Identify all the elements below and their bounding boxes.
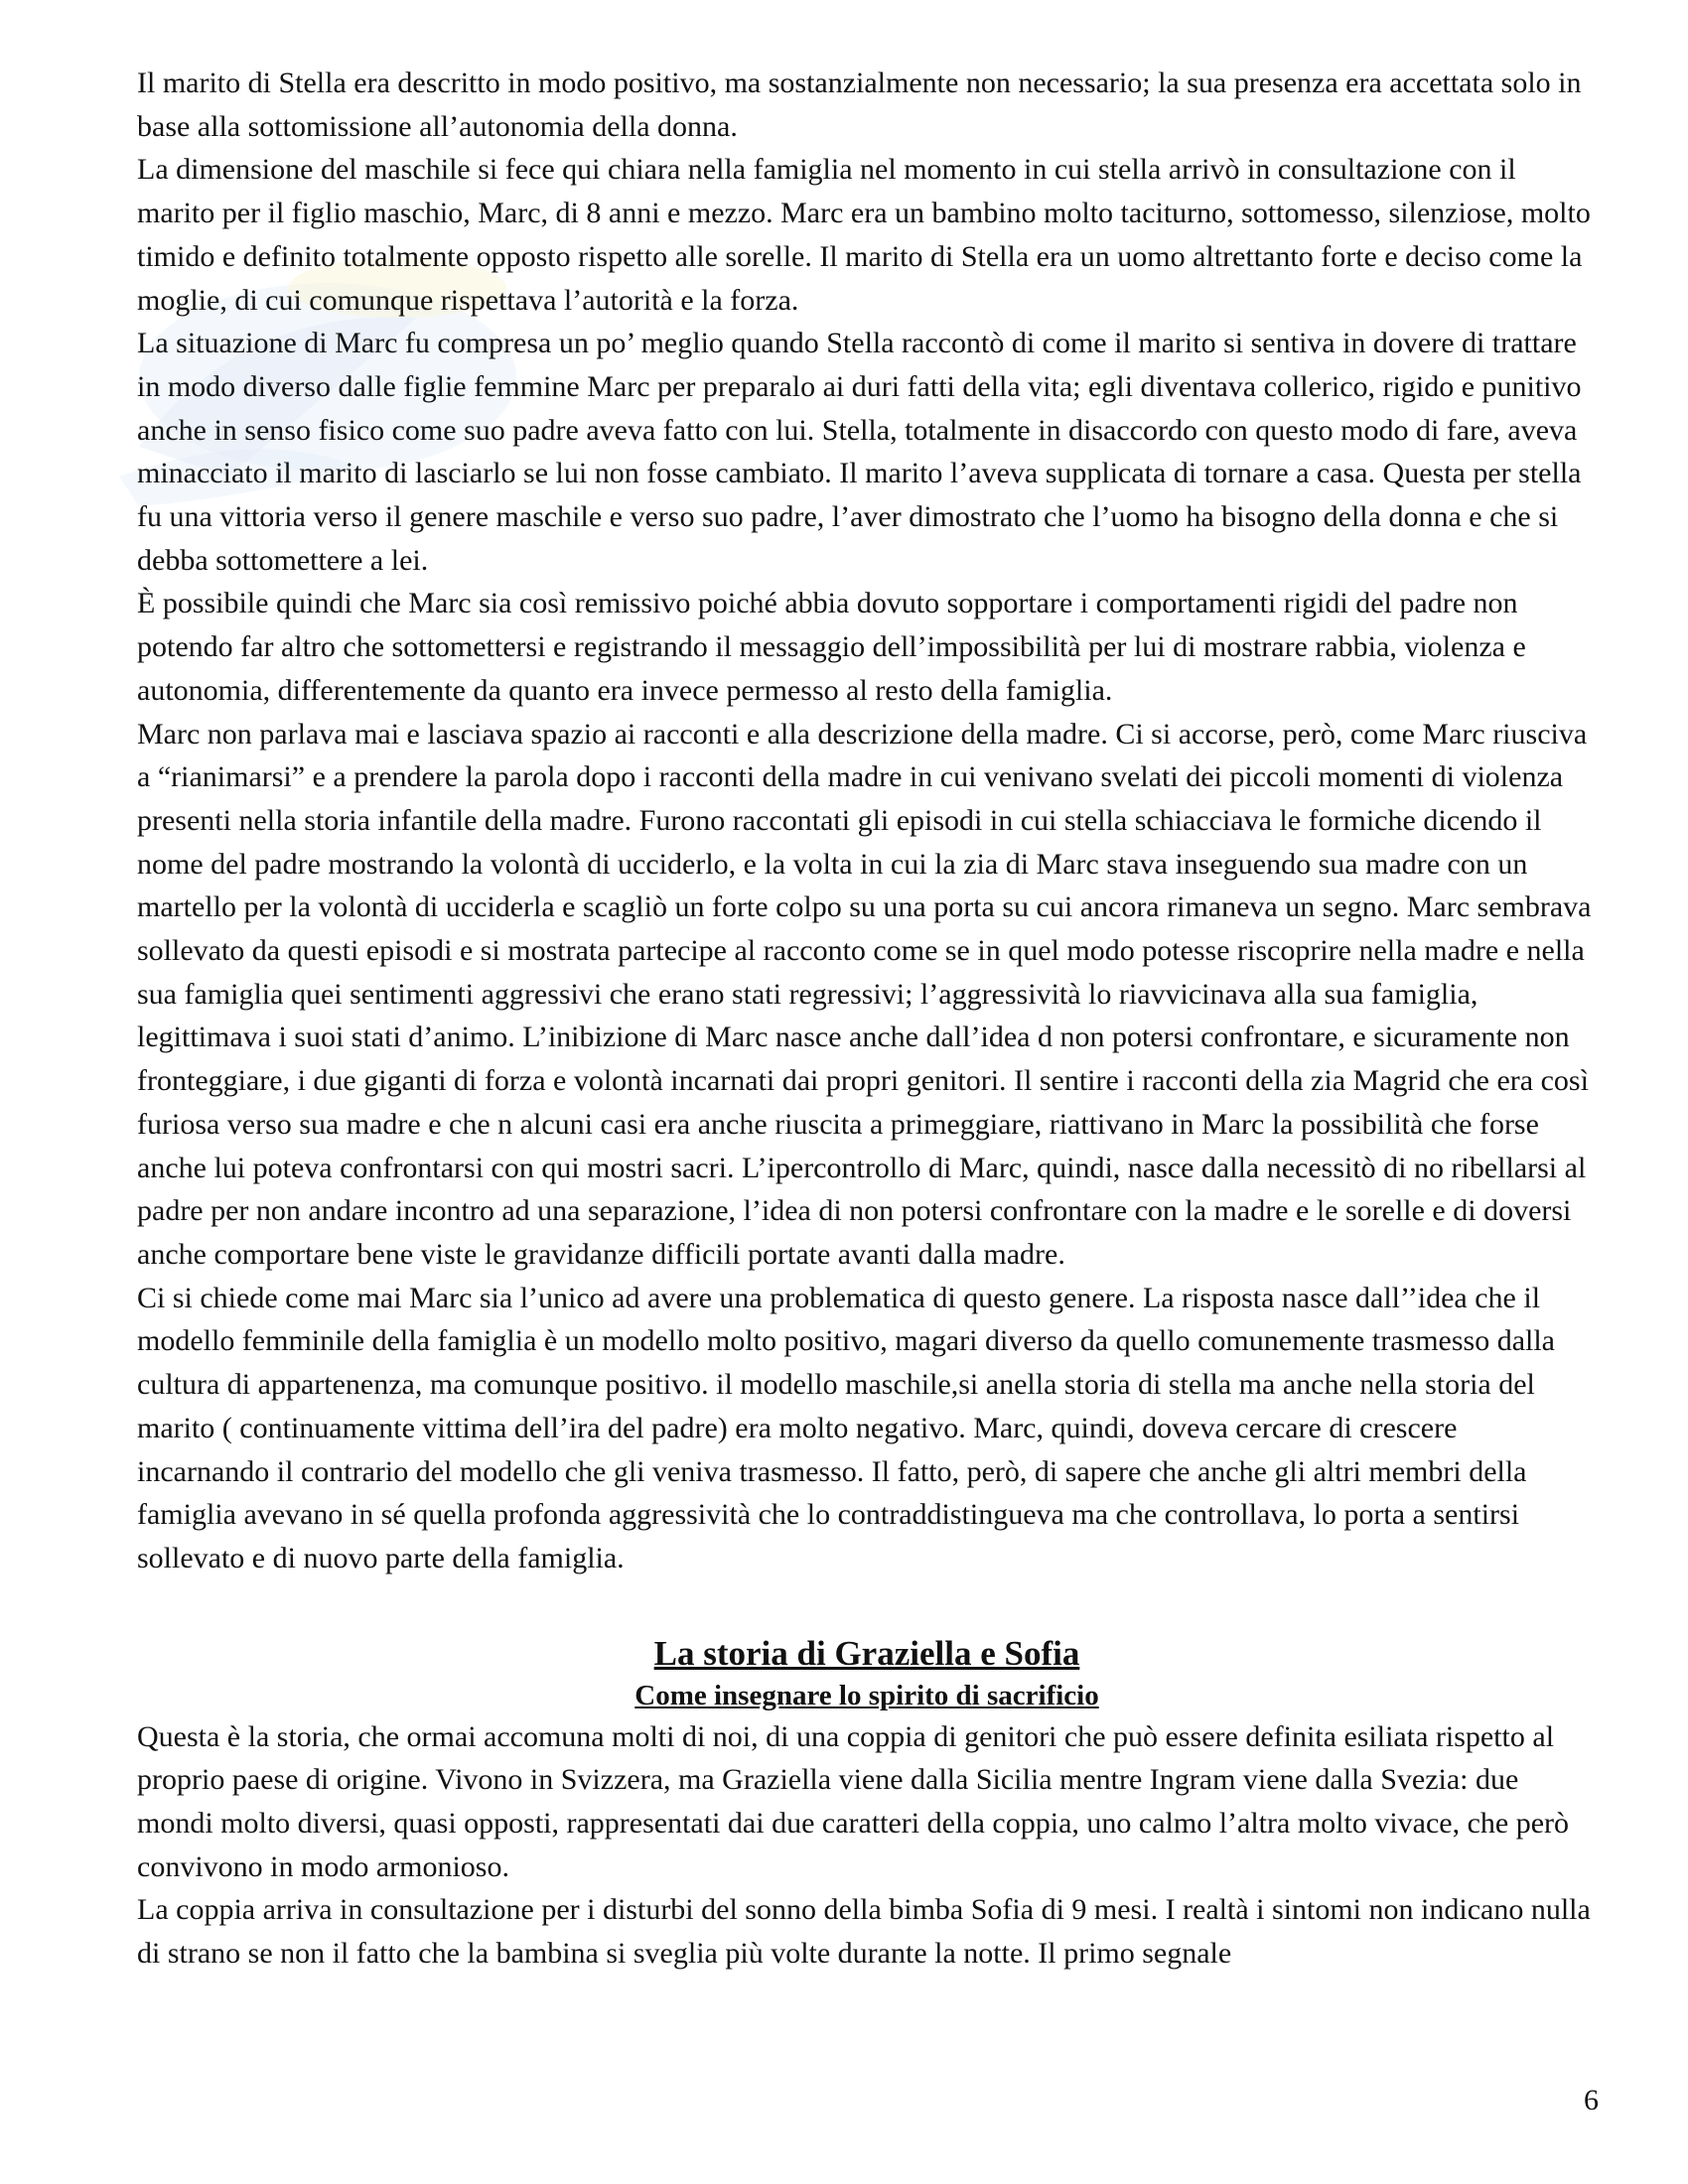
paragraph: La dimensione del maschile si fece qui chiara nella famiglia nel momento in cui stella arrivò in consultazione con il marito per il figlio maschio, Marc, di 8 anni e mezzo. Marc era un bambino molto taciturno, sottomesso, silenziose, molto timido e definito totalmente opposto rispetto alle sorelle. Il marito di Stella era un uomo altrettanto forte e deciso come la moglie, di cui comunque rispettava l’autorità e la forza. [137,153,1591,317]
document-body [137,62,1597,1976]
section-subtitle: Come insegnare lo spirito di sacrificio [634,1679,1099,1711]
page-number: 6 [1584,2084,1599,2116]
paragraph: Il marito di Stella era descritto in modo positivo, ma sostanzialmente non necessario; la sua presenza era accettata solo in base alla sottomissione all’autonomia della donna. [137,67,1582,143]
paragraph: Ci si chiede come mai Marc sia l’unico ad avere una problematica di questo genere. La risposta nasce dall’’idea che il modello femminile della famiglia è un modello molto positivo, magari diverso da quello comunemente trasmesso dalla cultura di appartenenza, ma comunque positivo. il modello maschile,si anella storia di stella ma anche nella storia del marito ( continuamente vittima dell’ira del padre) era molto negativo. Marc, quindi, doveva cercare di crescere incarnando il contrario del modello che gli veniva trasmesso. Il fatto, però, di sapere che anche gli altri membri della famiglia avevano in sé quella profonda aggressività che lo contraddistingueva ma che controllava, lo porta a sentirsi sollevato e di nuovo parte della famiglia. [137,1281,1555,1574]
paragraph: Marc non parlava mai e lasciava spazio ai racconti e alla descrizione della madre. Ci si accorse, però, come Marc riusciva a “rianimarsi” e a prendere la parola dopo i racconti della madre in cui venivano svelati dei piccoli momenti di violenza presenti nella storia infantile della madre. Furono raccontati gli episodi in cui stella schiacciava le formiche dicendo il nome del padre mostrando la volontà di ucciderlo, e la volta in cui la zia di Marc stava inseguendo sua madre con un martello per la volontà di ucciderla e scagliò un forte colpo su una porta su cui ancora rimaneva un segno. Marc sembrava sollevato da questi episodi e si mostrata partecipe al racconto come se in quel modo potesse riscoprire nella madre e nella sua famiglia quei sentimenti aggressivi che erano stati regressivi; l’aggressività lo riavvicinava alla sua famiglia, legittimava i suoi stati d’animo. L’inibizione di Marc nasce anche dall’idea d non potersi confrontare, e sicuramente non fronteggiare, i due giganti di forza e volontà incarnati dai propri genitori. Il sentire i racconti della zia Magrid che era così furiosa verso sua madre e che n alcuni casi era anche riuscita a primeggiare, riattivano in Marc la possibilità che forse anche lui poteva confrontarsi con qui mostri sacri. L’ipercontrollo di Marc, quindi, nasce dalla necessitò di no ribellarsi al padre per non andare incontro ad una separazione, l’idea di non potersi confrontare con la madre e le sorelle e di doversi anche comportare bene viste le gravidanze difficili portate avanti dalla madre. [137,717,1592,1271]
paragraph: La coppia arriva in consultazione per i disturbi del sonno della bimba Sofia di 9 mesi. I realtà i sintomi non indicano nulla di strano se non il fatto che la bambina si sveglia più volte durante la notte. Il primo segnale [137,1893,1591,1971]
section-title: La storia di Graziella e Sofia [653,1633,1080,1673]
paragraph: La situazione di Marc fu compresa un po’ meglio quando Stella raccontò di come il marito si sentiva in dovere di trattare in modo diverso dalle figlie femmine Marc per preparalo ai duri fatti della vita; egli diventava collerico, rigido e punitivo anche in senso fisico come suo padre aveva fatto con lui. Stella, totalmente in disaccordo con questo modo di fare, aveva minacciato il marito di lasciarlo se lui non fosse cambiato. Il marito l’aveva supplicata di tornare a casa. Questa per stella fu una vittoria verso il genere maschile e verso suo padre, l’aver dimostrato che l’uomo ha bisogno della donna e che si debba sottomettere a lei. [137,327,1582,577]
paragraph: È possibile quindi che Marc sia così remissivo poiché abbia dovuto sopportare i comportamenti rigidi del padre non potendo far altro che sottomettersi e registrando il messaggio dell’impossibilità per lui di mostrare rabbia, violenza e autonomia, differentemente da quanto era invece permesso al resto della famiglia. [137,587,1526,707]
paragraph: Questa è la storia, che ormai accomuna molti di noi, di una coppia di genitori che può essere definita esiliata rispetto al proprio paese di origine. Vivono in Svizzera, ma Graziella viene dalla Sicilia mentre Ingram viene dalla Svezia: due mondi molto diversi, quasi opposti, rappresentati dai due caratteri della coppia, uno calmo l’altra molto vivace, che però convivono in modo armonioso. [137,1719,1570,1883]
